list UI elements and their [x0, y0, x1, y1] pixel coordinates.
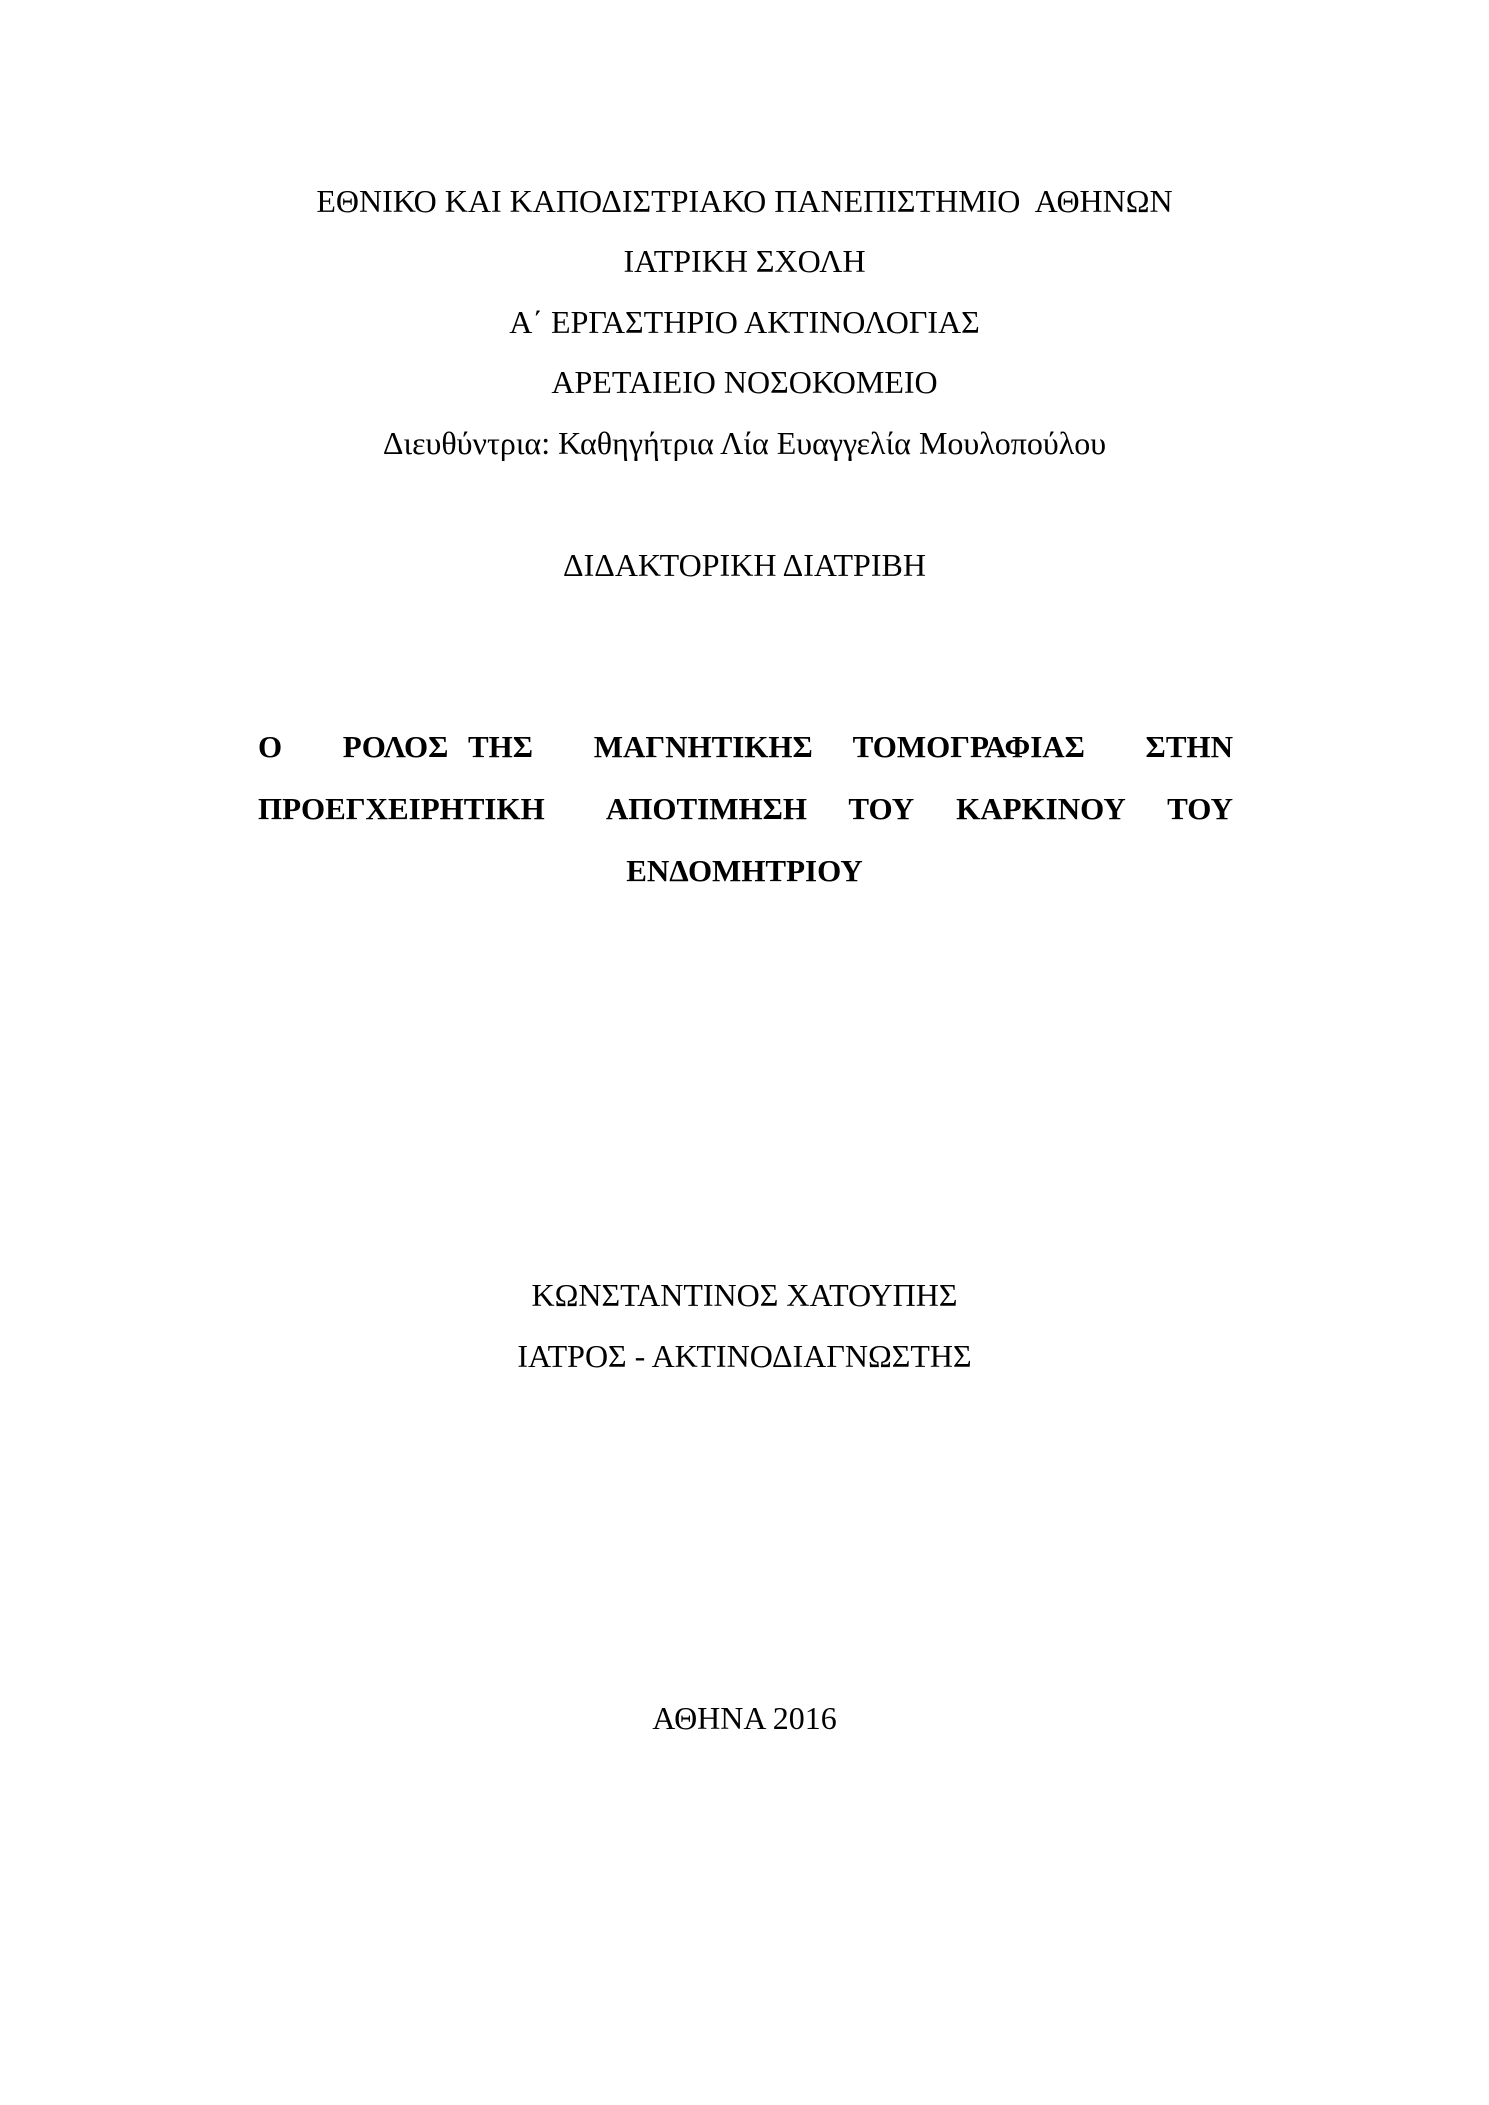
hospital-name: ΑΡΕΤΑΙΕΙΟ ΝΟΣΟΚΟΜΕΙΟ	[551, 364, 938, 400]
school-name: ΙΑΤΡΙΚΗ ΣΧΟΛΗ	[623, 243, 866, 279]
thesis-title-line-1: Ο ΡΟΛΟΣ ΤΗΣ ΜΑΓΝΗΤΙΚΗΣ ΤΟΜΟΓΡΑΦΙΑΣ ΣΤΗΝ	[258, 729, 1233, 764]
thesis-title-line-3: ΕΝΔΟΜΗΤΡΙΟΥ	[626, 853, 863, 888]
author-role: ΙΑΤΡΟΣ - ΑΚΤΙΝΟΔΙΑΓΝΩΣΤΗΣ	[517, 1338, 972, 1374]
thesis-title-line-2: ΠΡΟΕΓΧΕΙΡΗΤΙΚΗ ΑΠΟΤΙΜΗΣΗ ΤΟΥ ΚΑΡΚΙΝΟΥ ΤΟΥ	[258, 791, 1233, 826]
university-name: ΕΘΝΙΚΟ ΚΑΙ ΚΑΠΟΔΙΣΤΡΙΑΚΟ ΠΑΝΕΠΙΣΤΗΜΙΟ ΑΘΗΝΩΝ	[316, 183, 1173, 219]
place-year: ΑΘΗΝΑ 2016	[652, 1700, 837, 1736]
laboratory-name: Α΄ ΕΡΓΑΣΤΗΡΙΟ ΑΚΤΙΝΟΛΟΓΙΑΣ	[509, 304, 980, 340]
director-line: Διευθύντρια: Καθηγήτρια Λία Ευαγγελία Μουλοπούλου	[382, 425, 1107, 461]
document-type: ΔΙΔΑΚΤΟΡΙΚΗ ΔΙΑΤΡΙΒΗ	[563, 547, 926, 583]
author-name: ΚΩΝΣΤΑΝΤΙΝΟΣ ΧΑΤΟΥΠΗΣ	[531, 1277, 958, 1313]
